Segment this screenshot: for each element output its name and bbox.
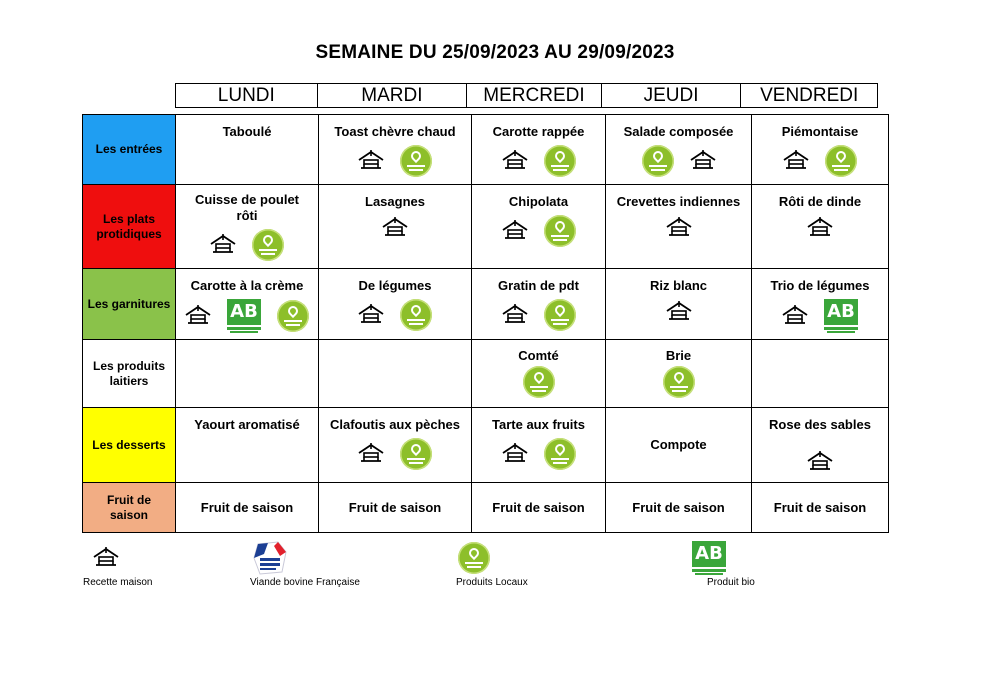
house-icon xyxy=(210,232,236,258)
legend-item xyxy=(456,540,528,588)
bio-icon: AB xyxy=(824,299,858,333)
house-icon xyxy=(358,148,384,174)
menu-cell xyxy=(751,482,889,533)
category-label: Les entrées xyxy=(82,114,176,185)
house-icon xyxy=(358,441,384,467)
house-icon xyxy=(185,303,211,329)
dish-name: Yaourt aromatisé xyxy=(194,417,300,432)
menu-cell xyxy=(751,339,889,408)
menu-cell xyxy=(318,114,472,185)
dish-name: Fruit de saison xyxy=(773,500,867,515)
dish-icons xyxy=(472,145,605,177)
house-icon xyxy=(502,148,528,174)
legend-item xyxy=(83,540,153,588)
dish-name: Rôti de dinde xyxy=(778,194,862,209)
dish-name: Fruit de saison xyxy=(200,500,294,515)
dish-icons xyxy=(606,366,751,398)
legend-label: Produits Locaux xyxy=(456,577,528,588)
dish-icons xyxy=(752,449,888,475)
page-title: SEMAINE DU 25/09/2023 AU 29/09/2023 xyxy=(315,42,675,63)
house-icon xyxy=(666,299,692,325)
menu-cell xyxy=(318,482,472,533)
local-icon xyxy=(523,366,555,398)
dish-icons xyxy=(752,215,888,241)
dish-icons xyxy=(319,215,471,241)
house-icon xyxy=(502,218,528,244)
menu-cell xyxy=(175,407,319,483)
menu-cell xyxy=(471,482,606,533)
legend-label: Produit bio xyxy=(707,577,755,588)
menu-cell xyxy=(318,407,472,483)
local-icon xyxy=(544,438,576,470)
house-icon xyxy=(93,545,119,571)
dish-name: Fruit de saison xyxy=(632,500,725,515)
dish-name: Crevettes indiennes xyxy=(616,194,741,209)
menu-cell xyxy=(318,268,472,340)
house-icon xyxy=(782,303,808,329)
menu-cell xyxy=(175,184,319,269)
dish-name: Tarte aux fruits xyxy=(492,417,585,432)
menu-cell xyxy=(471,407,606,483)
menu-cell xyxy=(471,268,606,340)
dish-name: Rose des sables xyxy=(769,417,871,432)
menu-cell xyxy=(751,407,889,483)
dish-icons xyxy=(472,366,605,398)
menu-cell xyxy=(175,114,319,185)
house-icon xyxy=(382,215,408,241)
local-icon xyxy=(400,299,432,331)
dish-name: Gratin de pdt xyxy=(498,278,579,293)
house-icon xyxy=(807,449,833,475)
dish-icons xyxy=(606,215,751,241)
dish-name: De légumes xyxy=(358,278,432,293)
dish-icons xyxy=(606,145,751,177)
house-icon xyxy=(502,302,528,328)
menu-grid xyxy=(83,115,890,533)
dish-name: Clafoutis aux pèches xyxy=(329,417,461,432)
dish-icons xyxy=(752,299,888,333)
menu-cell xyxy=(605,339,752,408)
legend-label: Viande bovine Française xyxy=(250,577,360,588)
dish-name: Comté xyxy=(518,348,559,363)
dish-name: Lasagnes xyxy=(365,194,425,209)
dish-name: Toast chèvre chaud xyxy=(334,124,456,139)
dish-name: Brie xyxy=(665,348,692,363)
dish-icons xyxy=(472,299,605,331)
house-icon xyxy=(783,148,809,174)
dish-icons xyxy=(319,438,471,470)
menu-cell xyxy=(751,114,889,185)
category-label: Les produits laitiers xyxy=(82,339,176,408)
french-beef-icon xyxy=(250,540,290,576)
menu-cell xyxy=(318,184,472,269)
menu-cell xyxy=(605,268,752,340)
house-icon xyxy=(807,215,833,241)
category-label: Les desserts xyxy=(82,407,176,483)
menu-cell xyxy=(751,268,889,340)
day-header-jeudi: JEUDI xyxy=(602,84,742,107)
house-icon xyxy=(502,441,528,467)
day-header-mercredi: MERCREDI xyxy=(467,84,602,107)
menu-cell xyxy=(605,184,752,269)
menu-cell xyxy=(471,184,606,269)
house-icon xyxy=(690,148,716,174)
dish-icons xyxy=(176,299,318,333)
legend-item xyxy=(250,540,360,588)
dish-name: Chipolata xyxy=(508,194,569,209)
category-label: Les garnitures xyxy=(82,268,176,340)
dish-icons xyxy=(472,215,605,247)
menu-cell xyxy=(471,114,606,185)
dish-icons xyxy=(319,299,471,331)
menu-cell xyxy=(175,482,319,533)
menu-cell xyxy=(605,482,752,533)
dish-name: Salade composée xyxy=(623,124,734,139)
dish-name: Trio de légumes xyxy=(770,278,870,293)
dish-name: Fruit de saison xyxy=(492,500,585,515)
dish-icons xyxy=(319,145,471,177)
dish-icons xyxy=(176,229,318,261)
local-icon xyxy=(400,438,432,470)
dish-icons xyxy=(472,438,605,470)
local-icon xyxy=(825,145,857,177)
bio-icon: AB xyxy=(227,299,261,333)
dish-name: Compote xyxy=(650,437,707,452)
menu-cell xyxy=(175,268,319,340)
house-icon xyxy=(358,302,384,328)
category-label: Les plats protidiques xyxy=(82,184,176,269)
day-header-lundi: LUNDI xyxy=(176,84,318,107)
dish-icons xyxy=(606,299,751,325)
legend-label: Recette maison xyxy=(83,577,153,588)
dish-name: Taboulé xyxy=(222,124,272,139)
day-header-vendredi: VENDREDI xyxy=(760,85,859,106)
menu-cell xyxy=(175,339,319,408)
menu-cell xyxy=(751,184,889,269)
dish-icons xyxy=(752,145,888,177)
local-icon xyxy=(458,542,490,574)
local-icon xyxy=(277,300,309,332)
dish-name: Riz blanc xyxy=(649,278,708,293)
local-icon xyxy=(544,215,576,247)
menu-cell xyxy=(471,339,606,408)
days-header xyxy=(175,83,878,108)
local-icon xyxy=(252,229,284,261)
house-icon xyxy=(666,215,692,241)
dish-name: Cuisse de poulet rôti xyxy=(194,192,300,223)
menu-cell xyxy=(605,407,752,483)
dish-name: Carotte rappée xyxy=(492,124,585,139)
dish-name: Carotte à la crème xyxy=(190,278,304,293)
dish-name: Piémontaise xyxy=(781,124,859,139)
local-icon xyxy=(400,145,432,177)
local-icon xyxy=(642,145,674,177)
legend-item xyxy=(692,540,755,588)
dish-name: Fruit de saison xyxy=(348,500,442,515)
menu-cell xyxy=(605,114,752,185)
local-icon xyxy=(544,299,576,331)
category-label: Fruit de saison xyxy=(82,482,176,533)
menu-cell xyxy=(318,339,472,408)
local-icon xyxy=(544,145,576,177)
bio-icon: AB xyxy=(692,541,726,575)
day-header-mardi: MARDI xyxy=(318,84,468,107)
local-icon xyxy=(663,366,695,398)
